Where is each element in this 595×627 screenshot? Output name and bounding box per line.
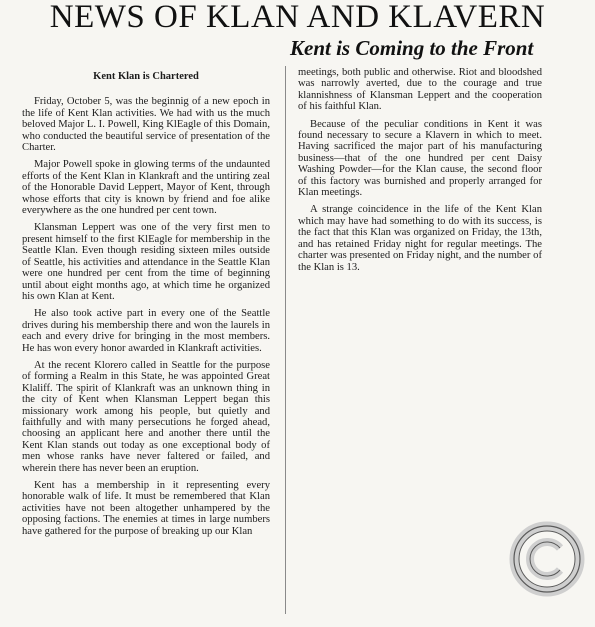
headline: NEWS OF KLAN AND KLAVERN <box>49 0 546 35</box>
copyright-icon <box>508 520 586 598</box>
article-column-2 <box>298 67 542 279</box>
paragraph: Kent has a membership in it representing every honorable walk of life. It must be remembered that Klan activities have not been altogether unhampered by the opposing factions. The enemies at times in large numbers have gathered for the purpose of breaking up our Klan <box>22 480 270 537</box>
paragraph: At the recent Klorero called in Seattle for the purpose of forming a Realm in this State, he was appointed Great Klaliff. The spirit of Klankraft was an unknown thing in the city of Kent when Klansman Leppert began this missionary work among his people, but quietly and faithfully and with many persecutions he forged ahead, choosing an applicant here and another there until the Kent Klan stands out today as one exceptional body of men whose ranks have never faltered or failed, and wherein there has never been an eruption. <box>22 359 270 474</box>
paragraph: Friday, October 5, was the beginnig of a new epoch in the life of Kent Klan activities. We had with us the much beloved Major L. I. Powell, King KlEagle of this Domain, who conducted the beautiful service of presentation of the Charter. <box>22 96 270 154</box>
column-divider <box>285 66 286 614</box>
paragraph: He also took active part in every one of the Seattle drives during his membership there and won the laurels in each and every drive for bringing in the most members. He has won every honor awarded in Klankraft activities. <box>22 308 270 354</box>
paragraph: Major Powell spoke in glowing terms of the undaunted efforts of the Kent Klan in Klankraft and the untiring zeal of the Honorable David Leppert, Mayor of Kent, through whose efforts that city is known by friend and foe alike everywhere as the one hundred per cent town. <box>22 159 270 217</box>
section-title: Kent Klan is Chartered <box>93 71 199 82</box>
paragraph: Klansman Leppert was one of the very first men to present himself to the first KlEagle for membership in the Seattle Klan. Even though residing sixteen miles outside of Seattle, his activities and attendance in the Seattle Klan were one hundred per cent from the time of beginning until about eight months ago, at which time he organized his own Klan at Kent. <box>22 222 270 302</box>
paragraph: meetings, both public and otherwise. Riot and bloodshed was narrowly averted, due to the courage and true klannishness of Klansman Leppert and the cooperation of his faithful Klan. <box>298 67 542 113</box>
paragraph: Because of the peculiar conditions in Kent it was found necessary to secure a Klavern in which to meet. Having sacrificed the major part of his manufacturing business—that of the one hundred per cent Daisy Washing Powder—for the Klan cause, the second floor of this factory was burnished and properly arranged for Klan meetings. <box>298 118 542 199</box>
paragraph: A strange coincidence in the life of the Kent Klan which may have had something to do with its success, is the fact that this Klan was organized on Friday, the 13th, and has retained Friday night for regular meetings. The charter was presented on Friday night, and the number of the Klan is 13. <box>298 204 542 273</box>
article-column-1 <box>22 67 270 543</box>
subheadline: Kent is Coming to the Front <box>290 36 534 60</box>
